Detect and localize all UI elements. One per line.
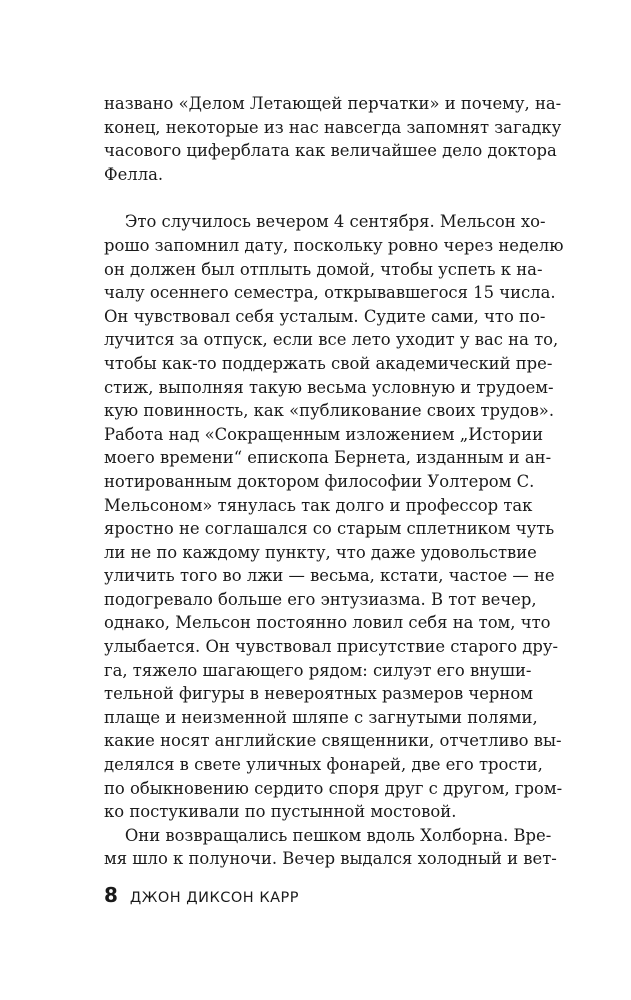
text-line: Они возвращались пешком вдоль Холборна. Вре- xyxy=(104,825,552,845)
text-line: Это случилось вечером 4 сентября. Мельсон хо- xyxy=(104,212,546,232)
text-line: чалу осеннего семестра, открывавшегося 15 числа. xyxy=(104,283,556,303)
paragraph-3 xyxy=(104,824,557,871)
text-line: лучится за отпуск, если все лето уходит у вас на то, xyxy=(104,330,559,350)
text-line: Фелла. xyxy=(104,164,164,184)
text-line: конец, некоторые из нас навсегда запомнят загадку xyxy=(104,117,562,137)
text-line: стиж, выполняя такую весьма условную и трудоем- xyxy=(104,377,554,397)
text-line: мя шло к полуночи. Вечер выдался холодный и вет- xyxy=(104,849,557,869)
running-head: ДЖОН ДИКСОН КАРР xyxy=(129,890,300,906)
text-line: яростно не соглашался со старым сплетником чуть xyxy=(104,519,555,539)
text-line: чтобы как-то поддержать свой академический пре- xyxy=(104,353,553,373)
text-line: плаще и неизменной шляпе с загнутыми полями, xyxy=(104,707,538,727)
page-footer xyxy=(104,883,299,907)
text-line: делялся в свете уличных фонарей, две его трости, xyxy=(104,755,543,775)
paragraph-2 xyxy=(104,210,564,823)
text-line: часового циферблата как величайшее дело доктора xyxy=(104,141,557,161)
text-line: какие носят английские священники, отчетливо вы- xyxy=(104,731,562,751)
text-line: рошо запомнил дату, поскольку ровно через неделю xyxy=(104,235,564,255)
text-line: Мельсоном» тянулась так долго и профессор так xyxy=(104,495,533,515)
text-line: Он чувствовал себя усталым. Судите сами, что по- xyxy=(104,306,546,326)
text-line: кую повинность, как «публикование своих трудов». xyxy=(104,401,555,421)
text-line: моего времени“ епископа Бернета, изданным и ан- xyxy=(104,448,552,468)
text-line: по обыкновению сердито споря друг с другом, гром- xyxy=(104,778,563,798)
text-line: Работа над «Сокращенным изложением „Истории xyxy=(104,424,543,444)
text-line: ко постукивали по пустынной мостовой. xyxy=(104,802,457,822)
page-number: 8 xyxy=(104,883,118,907)
text-line: названо «Делом Летающей перчатки» и почему, на- xyxy=(104,94,562,113)
text-line: уличить того во лжи — весьма, кстати, частое — не xyxy=(104,566,555,586)
body-text xyxy=(104,92,564,871)
text-line: однако, Мельсон постоянно ловил себя на том, что xyxy=(104,613,551,633)
paragraph-1 xyxy=(104,92,562,186)
text-line: он должен был отплыть домой, чтобы успеть к на- xyxy=(104,259,543,279)
text-line: нотированным доктором философии Уолтером С. xyxy=(104,471,535,491)
paragraph-gap xyxy=(104,186,526,210)
text-line: га, тяжело шагающего рядом: силуэт его внуши- xyxy=(104,660,532,680)
text-line: подогревало больше его энтузиазма. В тот вечер, xyxy=(104,589,537,609)
text-line: тельной фигуры в невероятных размеров черном xyxy=(104,684,533,704)
text-line: ли не по каждому пункту, что даже удовольствие xyxy=(104,542,537,562)
text-line: улыбается. Он чувствовал присутствие старого дру- xyxy=(104,637,559,657)
